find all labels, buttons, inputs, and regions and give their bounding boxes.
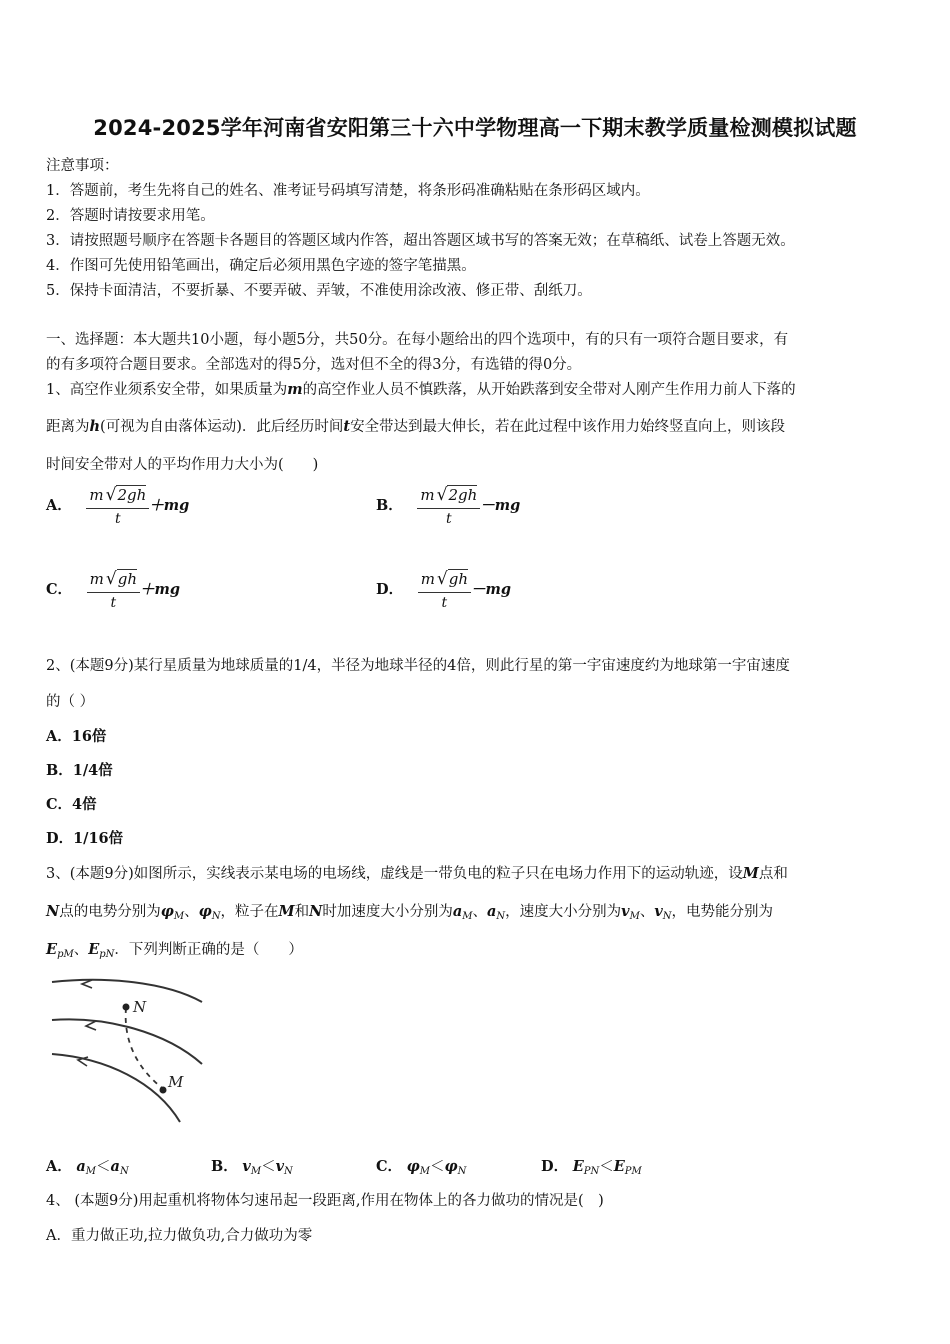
q1-option-b[interactable]: B． $\frac{m √2gh}{t}$ －mg	[376, 485, 521, 527]
fraction: $\frac{m √2gh}{t}$	[417, 485, 480, 527]
q1-stem-line3: 时间安全带对人的平均作用力大小为( )	[46, 457, 319, 473]
arrow-left-icon	[82, 980, 92, 988]
electric-field-figure	[46, 972, 216, 1137]
fraction: $\frac{m √gh}{t}$	[87, 569, 140, 611]
fraction: $\frac{m √gh}{t}$	[418, 569, 471, 611]
q4-option-a[interactable]: A．重力做正功,拉力做负功,合力做功为零	[46, 1228, 313, 1244]
q3-option-d[interactable]: D． $E_{PN}<E_{PM}$	[541, 1158, 642, 1177]
q3-option-a[interactable]: A． $a_M<a_N$	[46, 1158, 129, 1177]
q2-stem-line2: 的（ ）	[46, 694, 95, 710]
q2-option-c[interactable]: C．4倍	[46, 796, 97, 813]
q2-option-a[interactable]: A．16倍	[46, 728, 107, 745]
fraction: $\frac{m √2gh}{t}$	[86, 485, 149, 527]
point-n-label: N	[133, 998, 147, 1016]
notice-item: 5．保持卡面清洁，不要折暴、不要弄破、弄皱，不准使用涂改液、修正带、刮纸刀。	[46, 283, 592, 299]
exam-title: 2024-2025学年河南省安阳第三十六中学物理高一下期末教学质量检测模拟试题	[93, 116, 857, 140]
q2-option-d[interactable]: D．1/16倍	[46, 830, 124, 847]
q3-stem-line2: N点的电势分别为$\varphi_M$、$\varphi_N$，粒子在M和N时加速度大小分别为$a_M$、$a_N$，速度大小分别为$v_M$、$v_N$，电势能分别为	[46, 903, 774, 922]
notice-item: 4．作图可先使用铅笔画出，确定后必须用黑色字迹的签字笔描黑。	[46, 258, 476, 274]
q1-stem-line2: 距离为h(可视为自由落体运动)．此后经历时间t安全带达到最大伸长，若在此过程中该作用力始终竖直向上，则该段	[46, 418, 786, 435]
notice-item: 1．答题前，考生先将自己的姓名、准考证号码填写清楚，将条形码准确粘贴在条形码区域内。	[46, 183, 650, 199]
section-heading-line1: 一、选择题：本大题共10小题，每小题5分，共50分。在每小题给出的四个选项中，有的只有一项符合题目要求，有	[46, 332, 789, 348]
notice-item: 3．请按照题号顺序在答题卡各题目的答题区域内作答，超出答题区域书写的答案无效；在草稿纸、试卷上答题无效。	[46, 233, 795, 249]
q1-option-d[interactable]: D． $\frac{m √gh}{t}$ －mg	[376, 569, 512, 611]
q3-stem-line1: 3、(本题9分)如图所示，实线表示某电场的电场线，虚线是一带负电的粒子只在电场力作用下的运动轨迹，设M点和	[46, 865, 788, 882]
point-n-dot	[123, 1004, 130, 1011]
notice-item: 2．答题时请按要求用笔。	[46, 208, 215, 224]
arrow-left-icon	[86, 1021, 96, 1030]
q2-stem-line1: 2、(本题9分)某行星质量为地球质量的1/4，半径为地球半径的4倍，则此行星的第一宇宙速度约为地球第一宇宙速度	[46, 658, 790, 674]
field-line	[52, 980, 202, 1002]
q1-stem-line1: 1、高空作业须系安全带，如果质量为m的高空作业人员不慎跌落，从开始跌落到安全带对人刚产生作用力前人下落的	[46, 381, 796, 398]
q3-stem-line3: $E_{pM}$、$E_{pN}$．下列判断正确的是（ ）	[46, 941, 303, 960]
point-m-label: M	[168, 1073, 184, 1091]
q1-option-c[interactable]: C． $\frac{m √gh}{t}$ ＋mg	[46, 569, 180, 611]
point-m-dot	[160, 1087, 167, 1094]
q3-option-c[interactable]: C． $\varphi_M<\varphi_N$	[376, 1158, 467, 1177]
q1-option-a[interactable]: A． $\frac{m √2gh}{t}$ ＋mg	[46, 485, 190, 527]
section-heading-line2: 的有多项符合题目要求。全部选对的得5分，选对但不全的得3分，有选错的得0分。	[46, 357, 582, 373]
notice-heading: 注意事项：	[46, 158, 119, 174]
q4-stem-line1: 4、 (本题9分)用起重机将物体匀速吊起一段距离,作用在物体上的各力做功的情况是( )	[46, 1193, 604, 1209]
q3-option-b[interactable]: B． $v_M<v_N$	[211, 1158, 293, 1177]
q2-option-b[interactable]: B．1/4倍	[46, 762, 113, 779]
